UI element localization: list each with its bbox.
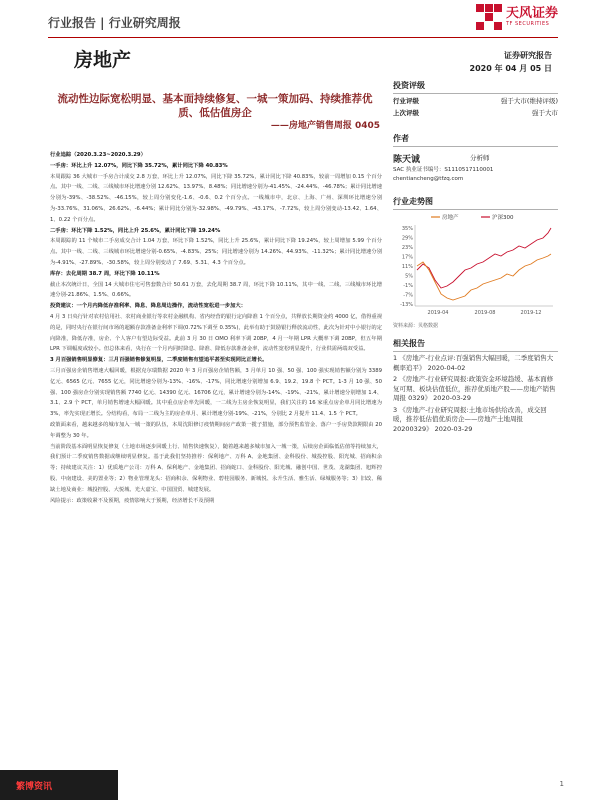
paragraph-lead: 库存：去化周期 38.7 周，环比下降 10.11% — [50, 270, 160, 277]
report-subtitle: ——房地产销售周报 0405 — [270, 121, 380, 131]
y-tick-label: -7% — [403, 292, 413, 299]
prev-rating-key: 上次评级 — [393, 109, 419, 117]
x-tick-label: 2019-04 — [427, 310, 449, 316]
y-tick-label: 29% — [401, 235, 413, 242]
y-tick-label: 23% — [401, 244, 413, 251]
industry-rating-row — [393, 96, 558, 105]
trend-heading: 行业走势图 — [393, 196, 558, 210]
paragraph-lead: 投资建议：一个月内降低存准利率、降息、降息周边操作，流动性宽松进一步加大： — [50, 303, 246, 310]
trend-chart — [393, 208, 558, 320]
paragraph-lead: 二手房：环比下降 1.52%，同比上升 25.6%，累计同比下降 19.24% — [50, 227, 221, 234]
y-tick-label: -13% — [400, 301, 413, 308]
related-item[interactable]: 2 《房地产-行业研究周报:政策资金环境趋缓、基本面修复可期、板块估值低位，推荐优质地产股——房地产销售周报 0329》 2020-03-29 — [393, 375, 556, 402]
related-item[interactable]: 1 《房地产-行业点评:百强销售大幅回暖，二季度销售大概率追平》 2020-04-02 — [393, 354, 554, 372]
body-paragraph: 政策面来看，越来越多的城市加入一城一策的队伍，本周沈阳修订疫情期间房产政策一揽子措施，部分预售监管金、落户一手房贷款期限由 20 年调整为 30 年。 — [50, 421, 382, 439]
report-type: 证券研究报告 — [504, 51, 552, 60]
page-number: 1 — [559, 780, 564, 788]
body-paragraph — [50, 161, 382, 226]
rating-heading: 投资评级 — [393, 80, 558, 94]
body-paragraph — [50, 226, 382, 269]
related-list — [393, 354, 558, 436]
chart-source: 资料来源：贝格数据 — [393, 323, 439, 329]
y-tick-label: 5% — [405, 273, 413, 280]
report-category: 行业报告 | 行业研究周报 — [48, 16, 181, 30]
body-paragraph: 当前阶段基本面明显恢复修复（土地市场逐步回暖上行、销售快速恢复），随着越来越多城市加入一城一策，后续房企面临低估值等持续加大，我们预计二季度销售数据或继续明显修复。基于此我们坚持推荐：保利地产、万科 A、金地集团、金科股份、城投控股、阳光城、招商积余等；持续建议关注：1）优质地产公司：万科 A、保利地产、金地集团、招商蛇口、金科股份、阳光城、融创中国、世茂、龙湖集团、旭辉控股、中南建设、美的置业等；2）物业管理龙头：招商积余、保利物业、碧桂园服务、新城悦、永升生活、雅生活、绿城服务等；3）旧改、稀缺土地及商业：城投控股、大悦城、光大嘉宝、中国国贸、城建发展。 — [50, 443, 382, 493]
industry-rating-value: 强于大市(维持评级) — [500, 97, 558, 105]
report-date: 2020 年 04 月 05 日 — [469, 64, 552, 73]
footer-badge: 繁博资讯 — [16, 782, 53, 792]
related-heading: 相关报告 — [393, 338, 558, 352]
x-tick-label: 2019-08 — [474, 310, 496, 316]
sector-title: 房地产 — [74, 49, 132, 71]
logo-mark-icon — [476, 4, 502, 30]
report-title: 流动性边际宽松明显、基本面持续修复、一城一策加码、持续推荐优质、低估值房企 — [57, 93, 373, 119]
y-tick-label: -1% — [403, 282, 413, 289]
author-heading: 作者 — [393, 133, 558, 147]
paragraph-text: 本周跟踪的 11 个城市二手房成交合计 1.04 万套，环比下降 1.52%，同比上升 25.6%，累计同比下降 19.24%，较上周增加 5.99 个百分点。其中一线、二线、三线城市环比增速分别-0.65%、-4.83%、25%；同比增速分别为 14.26%、44.93%、-11.32%；累计同比增速分别为-4.91%、-27.89%、-30.58%，较上周分别变动了 7.69、5.31、4.3 个百分点。 — [50, 238, 382, 266]
prev-rating-row — [393, 108, 558, 117]
section-heading: 3 月百强销售明显修复：三月百强销售修复明显，二季度销售有望追平甚至实现同比正增长。 — [50, 357, 268, 364]
x-axis — [428, 310, 542, 316]
legend-label-a: 房地产 — [442, 215, 459, 221]
x-tick-label: 2019-12 — [520, 310, 542, 316]
paragraph-text: 本周跟踪 36 大城市一手房合计成交 2.8 万套，环比上升 12.07%，同比下降 35.72%，累计同比下降 40.83%，较前一周增加 0.15 个百分点。其中一线、二线、三线城市环比增速分别 12.62%、13.97%、8.48%；同比增速分别为-41.45%、-24.44%、-46.78%；累计同比增速分别为-39%、-38.52%、-46.15%，较上周分别变化-1.6、-0.6、0.2 个百分点。一线城市中，北京、上海、广州、深圳环比增速分别为-33.76%、31.06%、26.62%、-6.44%；累计同比分别为-32.98%、-49.79%、-43.17%、-7.72%，较上周分别变动-13.42、1.64、1、0.22 个百分点。 — [50, 173, 382, 223]
analyst-sac: SAC 执业证书编号：S1110517110001 — [393, 167, 494, 173]
logo-en: TF SECURITIES — [505, 21, 550, 27]
logo — [476, 4, 558, 30]
paragraph-text: 4 月 3 日央行针对农村信用社、农村商业银行等农村金融机构、省内经营的银行定向降准 1 个百分点，共释放长期资金约 4000 亿，借得重视的是，同时央行在银行间市场的超额存款准备金利率下调(0.72%下调至 0.35%)，此举有助于鼓励银行释放流动性，此次为针对中小银行的定向降准，降低存准，房企、个人客户有望边际受益。此前 3 月 30 日 OMO 利率下调 20BP，4 月一年期 LPR 大概率下调 20BP，但五年期 LPR 下调幅度或较小。但总体来看，央行在一个月内同时降息、降准、降低存款准备金率，流动性宽松明显提升，行业供需两端双受益。 — [50, 313, 383, 353]
y-tick-label: 11% — [401, 263, 413, 270]
analyst-name: 陈天诚 — [393, 155, 421, 165]
analyst-email[interactable]: chentiancheng@tfzq.com — [393, 176, 464, 182]
y-tick-label: 35% — [401, 225, 413, 232]
section-heading: 行业追踪（2020.3.23~2020.3.29） — [50, 152, 146, 158]
logo-cn: 天风证券 — [505, 6, 558, 21]
report-body — [50, 150, 382, 506]
y-tick-label: 17% — [401, 254, 413, 261]
series-line-hs300 — [417, 228, 551, 288]
y-axis — [400, 226, 413, 308]
top-header — [48, 8, 558, 38]
footer — [0, 770, 600, 800]
body-paragraph: 风险提示：政策收紧不及预期，疫情影响大于预期，经济增长不及预期 — [50, 497, 215, 504]
industry-rating-key: 行业评级 — [393, 97, 419, 105]
prev-rating-value: 强于大市 — [532, 109, 558, 117]
body-paragraph: 三月百强房企销售增速大幅回暖，根据克尔瑞数据 2020 年 3 月百强房企销售额，3 月单月 10 强、50 强、100 强实现销售额分别为 3389 亿元、6565 亿元、7655 亿元，同比增速分别为-13%、-16%、-17%，同比增速分别增加 6.9、19.2、19.8 个 PCT。1-3 月 10 强、50 强、100 强房企分别实现销售额 7740 亿元、14390 亿元、16706 亿元，累计增速分别为-14%、-19%、-21%，累计增速分别增加 1.4、3.1、2.9 个 PCT，单月销售增速大幅回暖。其中重点房企率先回暖，一二线为主房企恢复明显，我们关注的 16 家重点房企单月同比增速为 3%，率先实现正增长。分结构看，布局一二线为主的房企单月、累计增速分别-19%、-21%，分别比 2 月提升 11.4、1.5 个 PCT。 — [50, 367, 382, 418]
body-paragraph — [50, 269, 382, 301]
paragraph-text: 截止本次统计日，全国 14 大城市住宅可售套数合计 50.61 万套，去化周期 38.7 周，环比下降 10.11%，其中一线、二线、三线城市环比增速分别-21.86%、1.5%、0.66%。 — [50, 281, 382, 299]
analyst-role: 分析师 — [470, 154, 490, 162]
trend-chart-svg — [393, 208, 558, 320]
related-item[interactable]: 3 《房地产-行业研究周报:土地市场供给改善，成交回暖，推荐低估值优质房企——房地产土地周报 20200329》 2020-03-29 — [393, 405, 547, 433]
legend-label-b: 沪深300 — [492, 215, 514, 221]
body-paragraph — [50, 301, 382, 355]
paragraph-lead: 一手房：环比上升 12.07%，同比下降 35.72%，累计同比下降 40.83% — [50, 162, 228, 169]
